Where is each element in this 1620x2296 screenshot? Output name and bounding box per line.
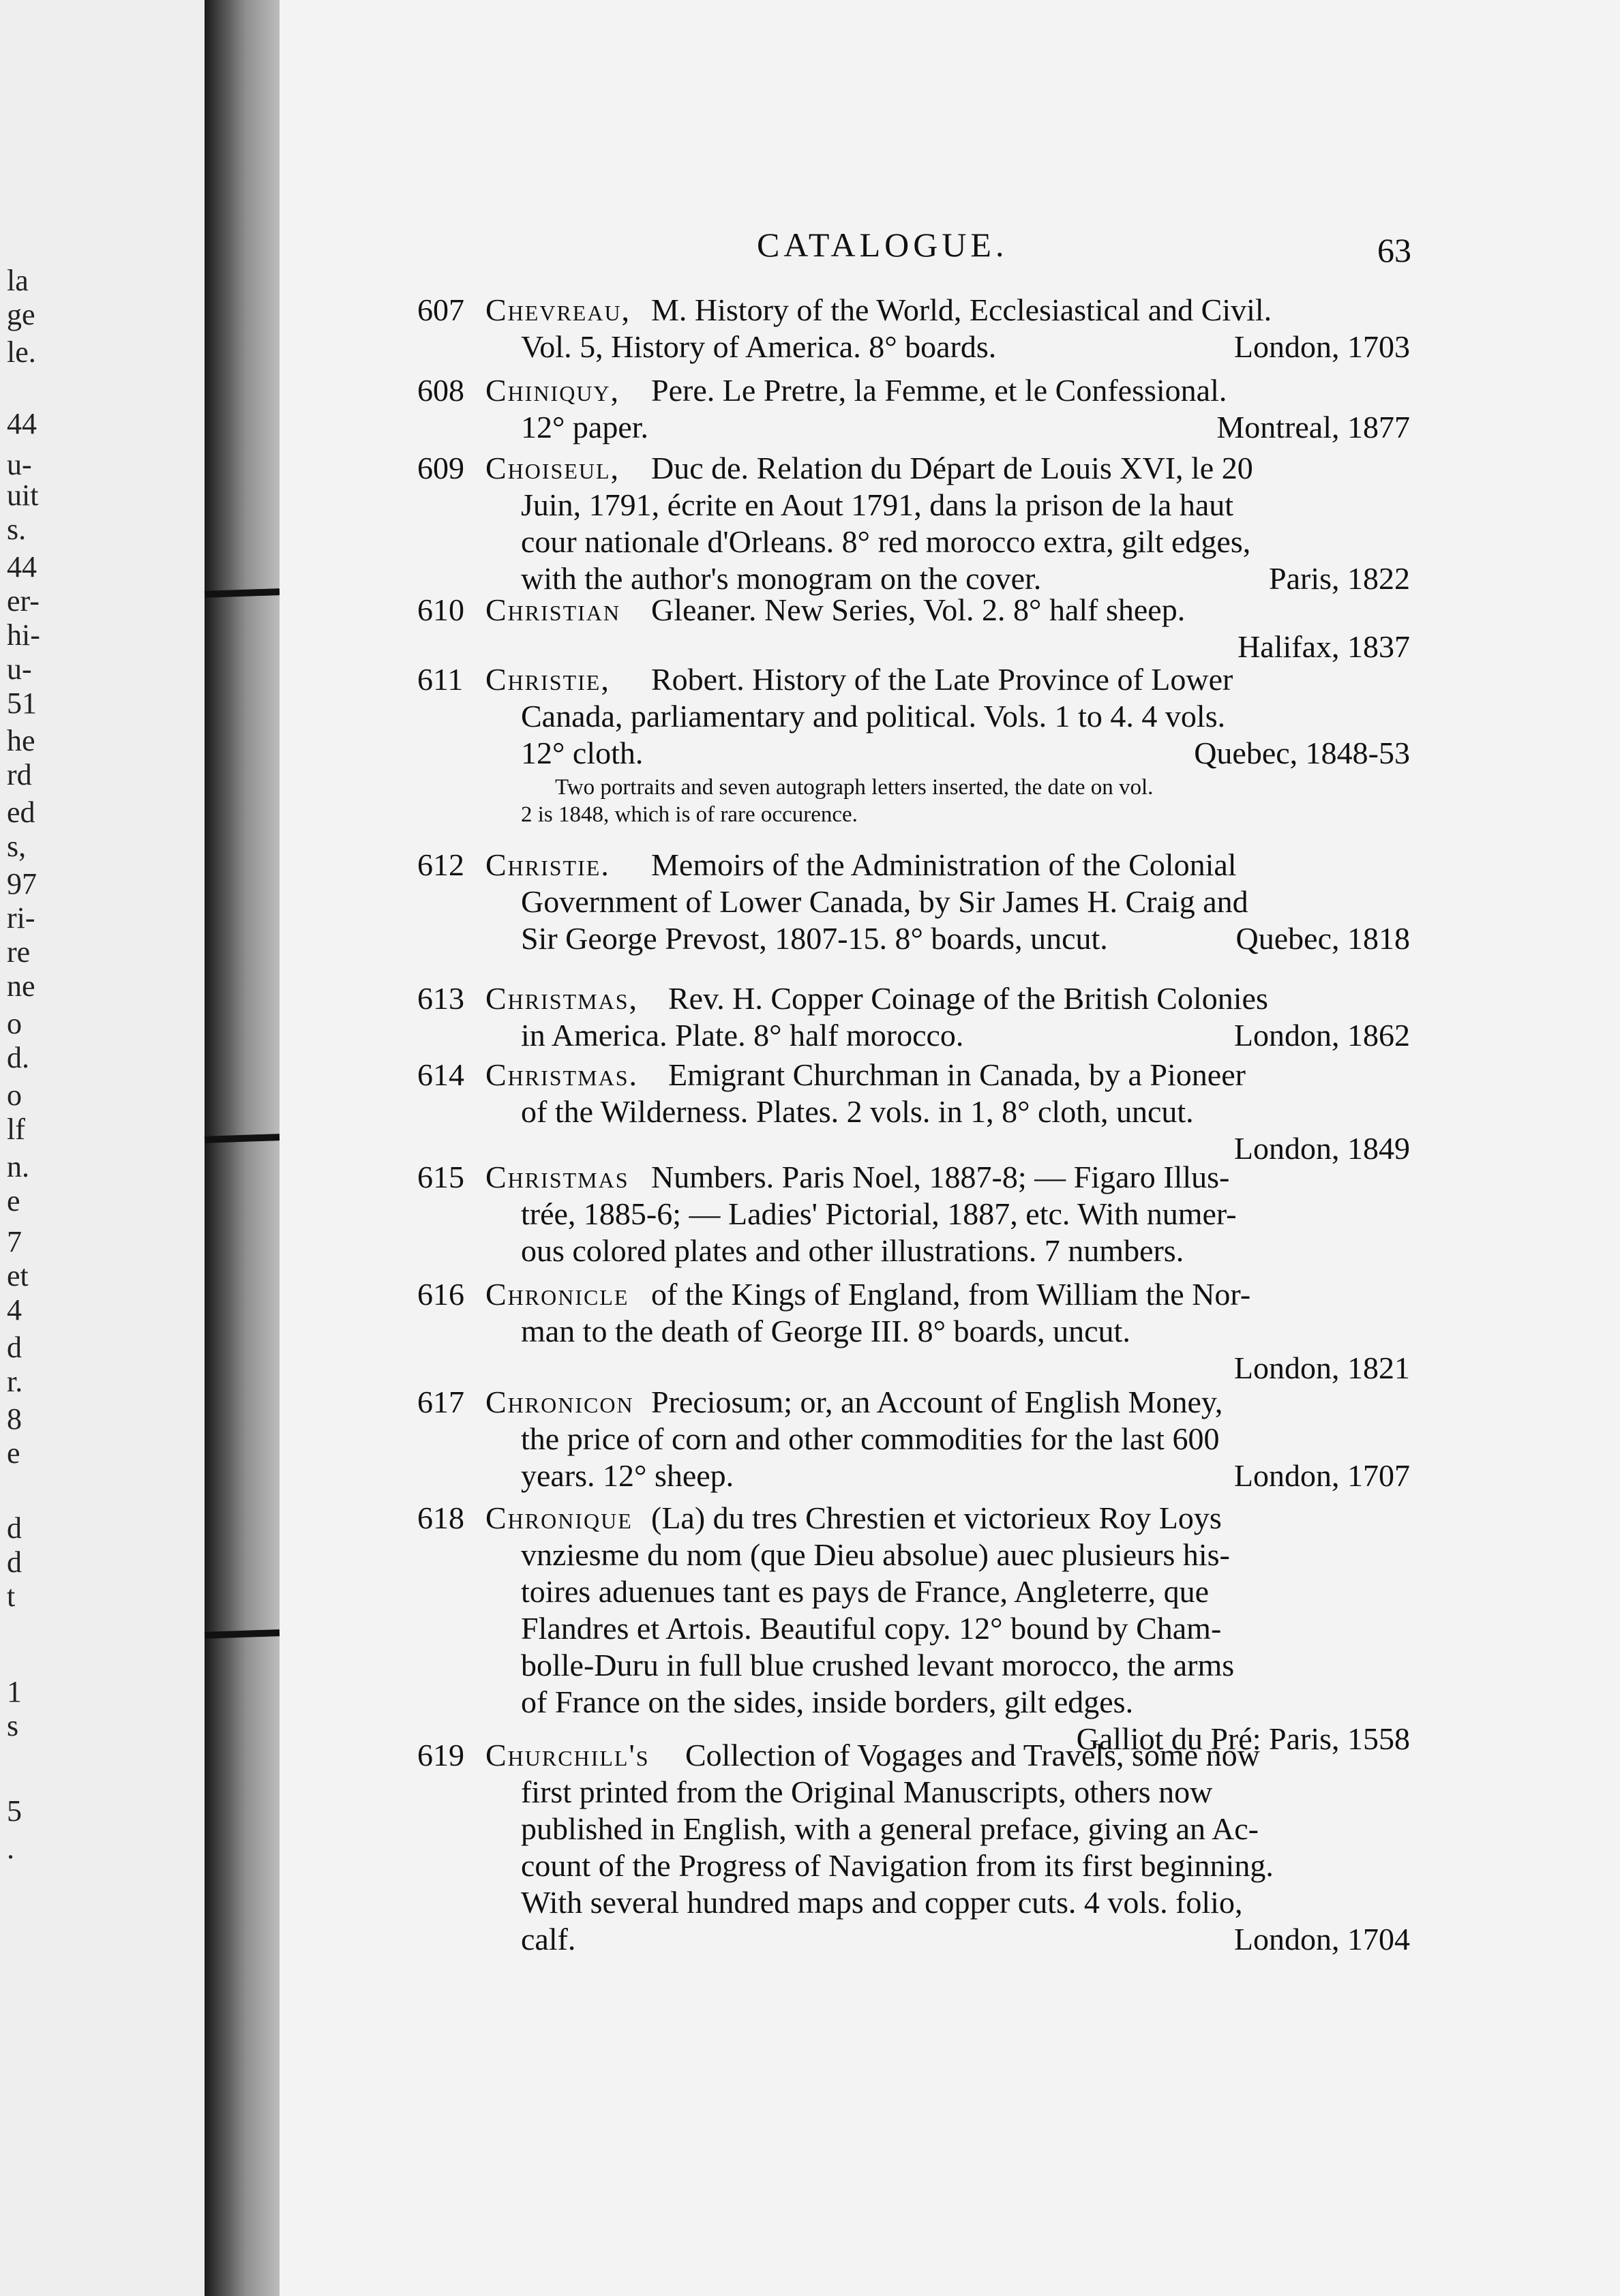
entry-text-line: first printed from the Original Manuscripts, others now	[521, 1774, 1213, 1809]
entry-number: 610	[417, 592, 464, 627]
entry-text-line: Robert. History of the Late Province of Lower	[651, 662, 1233, 697]
entry-text-line: (La) du tres Chrestien et victorieux Roy Loys	[651, 1500, 1222, 1535]
entry-heading: Christmas	[485, 1160, 629, 1194]
left-page-fragment: u-	[7, 652, 32, 686]
entry-text-line: years. 12° sheep.	[521, 1458, 734, 1493]
page-number: 63	[1377, 231, 1411, 269]
left-page-fragment: n.	[7, 1150, 29, 1183]
left-page-fragment: 4	[7, 1293, 22, 1327]
entry-number: 618	[417, 1500, 464, 1535]
entry-text-line: trée, 1885-6; — Ladies' Pictorial, 1887, etc. With numer-	[521, 1196, 1237, 1231]
left-page-fragment: rd	[7, 758, 32, 791]
left-page-fragment: d	[7, 1511, 22, 1545]
left-page-fragment: ed	[7, 796, 35, 829]
entry-text-line: Canada, parliamentary and political. Vols. 1 to 4. 4 vols.	[521, 699, 1226, 734]
entry-heading: Chronicle	[485, 1277, 629, 1312]
entry-text-line: ous colored plates and other illustrations. 7 numbers.	[521, 1233, 1184, 1268]
entry-text-line: in America. Plate. 8° half morocco.	[521, 1018, 964, 1053]
entry-imprint: London, 1704	[1233, 1922, 1410, 1957]
entry-text-line: Flandres et Artois. Beautiful copy. 12° bound by Cham-	[521, 1611, 1222, 1646]
left-page-fragment: d.	[7, 1041, 29, 1074]
entry-note: Two portraits and seven autograph letters inserted, the date on vol.	[555, 775, 1154, 800]
entry-imprint: Quebec, 1848-53	[1194, 736, 1410, 770]
entry-heading: Chronique	[485, 1500, 633, 1535]
entry-note: 2 is 1848, which is of rare occurence.	[521, 802, 858, 827]
entry-imprint: Quebec, 1818	[1235, 921, 1410, 956]
entry-number: 607	[417, 292, 464, 327]
entry-text-line: Vol. 5, History of America. 8° boards.	[521, 329, 997, 364]
book-gutter	[205, 0, 280, 2296]
entry-text-line: Emigrant Churchman in Canada, by a Pioneer	[668, 1057, 1246, 1092]
entry-heading: Churchill's	[485, 1738, 650, 1772]
entry-number: 615	[417, 1160, 464, 1194]
left-page-fragment: ri-	[7, 901, 35, 935]
entry-text-line: of France on the sides, inside borders, gilt edges.	[521, 1685, 1134, 1719]
entry-heading: Christie.	[485, 847, 610, 882]
left-page-fragment: 8	[7, 1402, 22, 1436]
entry-heading: Choiseul,	[485, 451, 620, 485]
left-page-fragment: 44	[7, 407, 37, 440]
entry-text-line: Numbers. Paris Noel, 1887-8; — Figaro Illus-	[651, 1160, 1230, 1194]
left-page-fragment: la	[7, 264, 29, 297]
left-page-fragment: 44	[7, 550, 37, 584]
entry-heading: Chronicon	[485, 1385, 634, 1419]
entry-imprint: Paris, 1822	[1269, 561, 1410, 596]
left-page-fragment: 51	[7, 686, 37, 720]
entry-imprint: London, 1862	[1233, 1018, 1410, 1053]
left-page-fragment: 1	[7, 1675, 22, 1708]
left-page-fragment: er-	[7, 584, 40, 618]
left-page-edge	[0, 0, 205, 2296]
entry-text-line: Juin, 1791, écrite en Aout 1791, dans la prison de la haut	[521, 487, 1234, 522]
entry-text-line: Rev. H. Copper Coinage of the British Colonies	[668, 981, 1268, 1016]
entry-heading: Christie,	[485, 662, 610, 697]
entry-text-line: With several hundred maps and copper cuts. 4 vols. folio,	[521, 1885, 1243, 1920]
running-head: CATALOGUE.	[757, 226, 1008, 264]
entry-imprint: London, 1707	[1233, 1458, 1410, 1493]
left-page-fragment: e	[7, 1436, 20, 1470]
entry-heading: Chevreau,	[485, 292, 631, 327]
left-page-fragment: s.	[7, 513, 27, 546]
entry-text-line: Government of Lower Canada, by Sir James H. Craig and	[521, 884, 1248, 919]
left-page-fragment: 7	[7, 1225, 22, 1258]
entry-number: 619	[417, 1738, 464, 1772]
entry-number: 611	[417, 662, 464, 697]
left-page-fragment: t	[7, 1580, 16, 1613]
entry-text-line: Gleaner. New Series, Vol. 2. 8° half sheep.	[651, 592, 1186, 627]
entry-text-line: Duc de. Relation du Départ de Louis XVI, le 20	[651, 451, 1253, 485]
left-page-fragment: hi-	[7, 618, 40, 652]
left-page-fragment: lf	[7, 1113, 25, 1146]
entry-imprint: Galliot du Pré: Paris, 1558	[1076, 1721, 1410, 1756]
entry-imprint: London, 1821	[1233, 1350, 1410, 1385]
entry-number: 612	[417, 847, 464, 882]
entry-text-line: Preciosum; or, an Account of English Money,	[651, 1385, 1223, 1419]
entry-text-line: with the author's monogram on the cover.	[521, 561, 1042, 596]
entry-text-line: M. History of the World, Ecclesiastical and Civil.	[651, 292, 1272, 327]
entry-text-line: cour nationale d'Orleans. 8° red morocco extra, gilt edges,	[521, 524, 1251, 559]
entry-text-line: 12° paper.	[521, 410, 649, 444]
entry-text-line: of the Wilderness. Plates. 2 vols. in 1, 8° cloth, uncut.	[521, 1094, 1194, 1129]
entry-number: 609	[417, 451, 464, 485]
left-page-fragment: le.	[7, 335, 36, 369]
entry-text-line: Memoirs of the Administration of the Colonial	[651, 847, 1237, 882]
entry-number: 617	[417, 1385, 464, 1419]
left-page-fragment: ne	[7, 969, 35, 1003]
entry-text-line: of the Kings of England, from William the Nor-	[651, 1277, 1251, 1312]
entry-text-line: Sir George Prevost, 1807-15. 8° boards, uncut.	[521, 921, 1108, 956]
left-page-fragment: s,	[7, 830, 27, 863]
entry-imprint: Halifax, 1837	[1238, 629, 1410, 664]
entry-text-line: man to the death of George III. 8° boards, uncut.	[521, 1314, 1130, 1348]
entry-text-line: count of the Progress of Navigation from its first beginning.	[521, 1848, 1274, 1883]
left-page-fragment: ge	[7, 298, 35, 331]
entry-text-line: Pere. Le Pretre, la Femme, et le Confessional.	[651, 373, 1227, 408]
entry-heading: Christmas.	[485, 1057, 638, 1092]
left-page-fragment: o	[7, 1007, 22, 1040]
entry-imprint: London, 1849	[1233, 1131, 1410, 1166]
entry-number: 608	[417, 373, 464, 408]
left-page-fragment: uit	[7, 479, 39, 512]
left-page-fragment: .	[7, 1832, 14, 1865]
entry-number: 613	[417, 981, 464, 1016]
entry-text-line: 12° cloth.	[521, 736, 644, 770]
entry-text-line: toires aduenues tant es pays de France, Angleterre, que	[521, 1574, 1210, 1609]
left-page-fragment: 5	[7, 1794, 22, 1828]
entry-heading: Christian	[485, 592, 621, 627]
entry-text-line: published in English, with a general preface, giving an Ac-	[521, 1811, 1259, 1846]
entry-text-line: the price of corn and other commodities for the last 600	[521, 1421, 1220, 1456]
entry-heading: Christmas,	[485, 981, 638, 1016]
entry-heading: Chiniquy,	[485, 373, 620, 408]
left-page-fragment: o	[7, 1078, 22, 1112]
left-page-fragment: u-	[7, 448, 32, 481]
entry-number: 614	[417, 1057, 464, 1092]
left-page-fragment: e	[7, 1184, 20, 1218]
entry-text-line: calf.	[521, 1922, 576, 1957]
left-page-fragment: re	[7, 935, 31, 969]
entry-text-line: vnziesme du nom (que Dieu absolue) auec plusieurs his-	[521, 1537, 1230, 1572]
entry-imprint: Montreal, 1877	[1216, 410, 1410, 444]
left-page-fragment: et	[7, 1259, 29, 1293]
left-page-fragment: he	[7, 724, 35, 757]
left-page-fragment: d	[7, 1545, 22, 1579]
left-page-fragment: r.	[7, 1365, 23, 1398]
entry-text-line: bolle-Duru in full blue crushed levant morocco, the arms	[521, 1648, 1235, 1682]
left-page-fragment: d	[7, 1331, 22, 1364]
left-page-fragment: s	[7, 1709, 19, 1742]
entry-imprint: London, 1703	[1233, 329, 1410, 364]
entry-text-line: Collection of Vogages and Travels, some now	[685, 1738, 1260, 1772]
entry-number: 616	[417, 1277, 464, 1312]
left-page-fragment: 97	[7, 867, 37, 901]
